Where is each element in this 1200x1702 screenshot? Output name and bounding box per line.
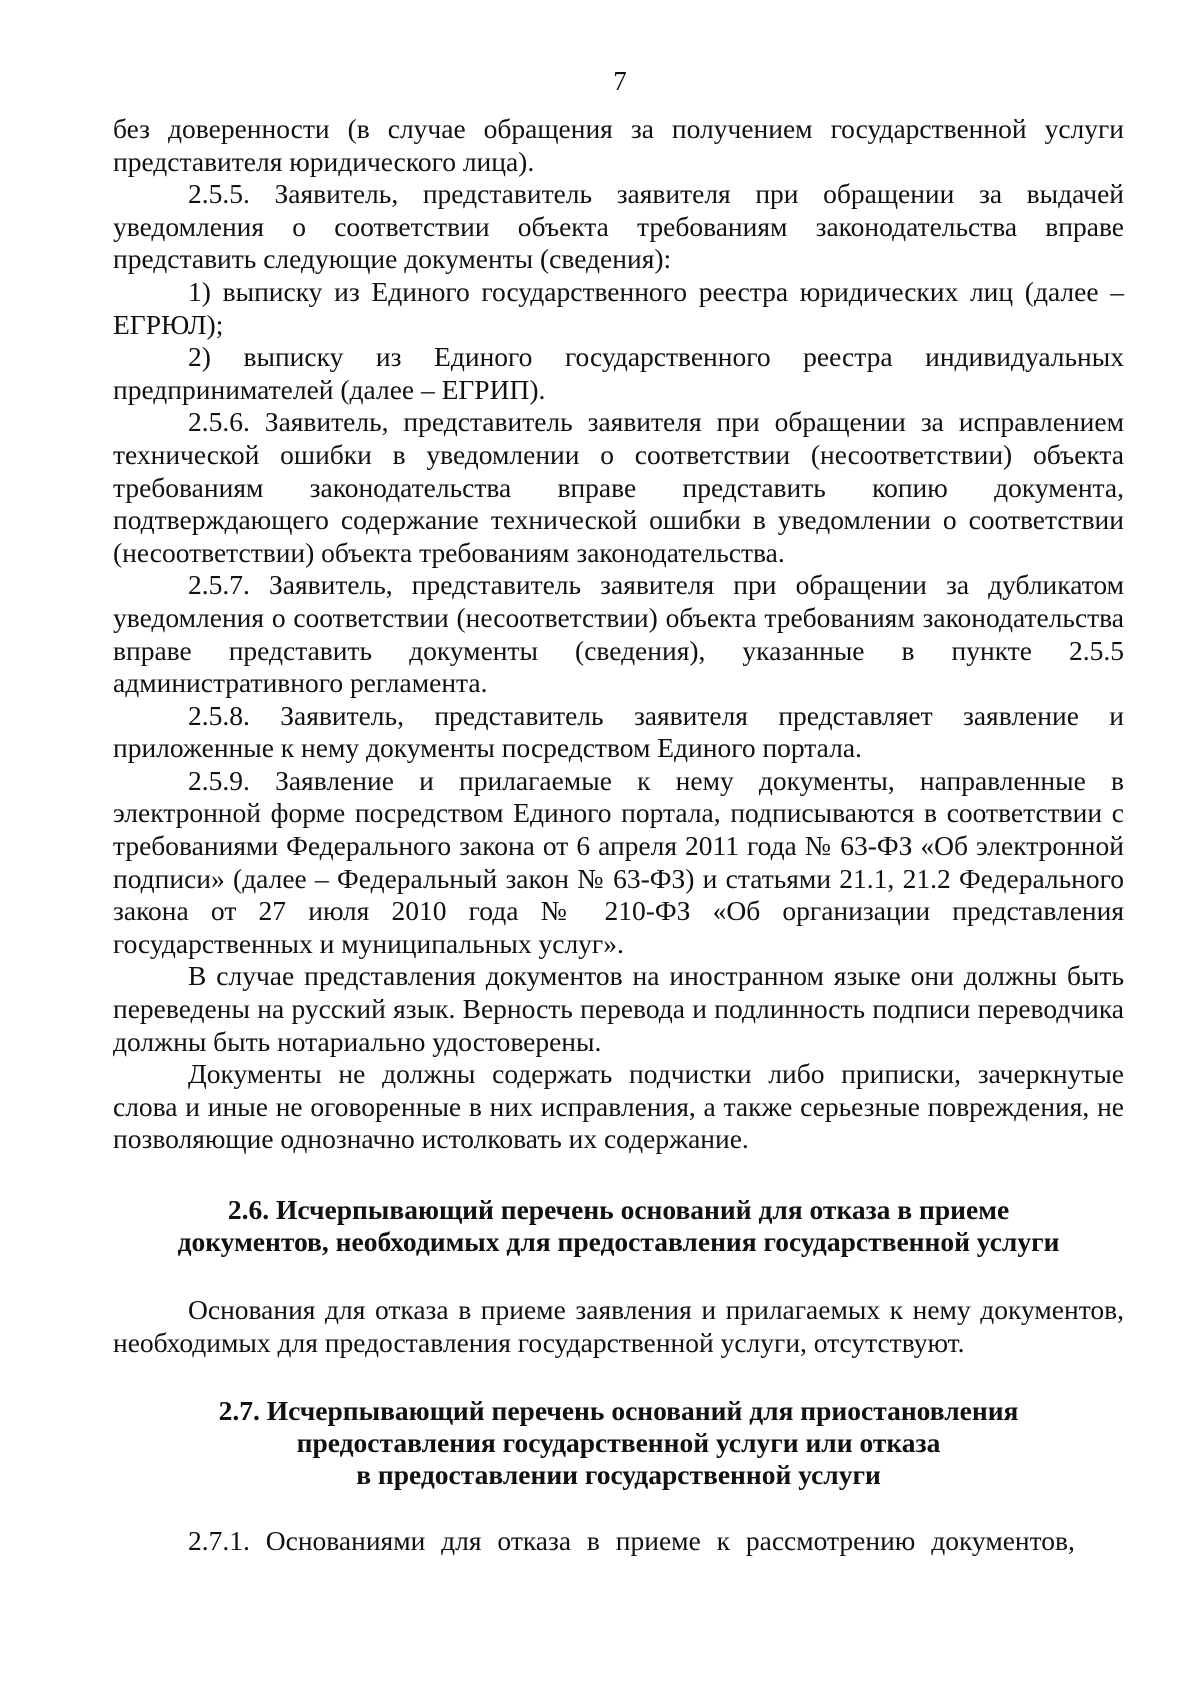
section-heading-2-7 xyxy=(113,1395,1124,1491)
paragraph-2-7-1: 2.7.1. Основаниями для отказа в приеме к рассмотрению документов, xyxy=(188,1525,1075,1557)
document-body xyxy=(113,113,1124,1558)
paragraph-foreign-language: В случае представления документов на иностранном языке они должны быть переведены на русский язык. Верность перевода и подлинность подписи переводчика должны быть нотариально удостоверены. xyxy=(113,960,1124,1057)
paragraph-2-5-5: 2.5.5. Заявитель, представитель заявителя при обращении за выдачей уведомления о соответствии объекта требованиям законодательства вправе представить следующие документы (сведения): xyxy=(113,178,1124,275)
list-item-egrip: 2) выписку из Единого государственного реестра индивидуальных предпринимателей (далее – ЕГРИП). xyxy=(113,341,1124,405)
section-heading-line: документов, необходимых для предоставления государственной услуги xyxy=(177,1226,1060,1257)
spacer xyxy=(113,1156,1124,1194)
section-heading-line: 2.6. Исчерпывающий перечень оснований для отказа в приеме xyxy=(227,1194,1010,1225)
spacer xyxy=(113,1258,1124,1294)
list-item-egrul: 1) выписку из Единого государственного реестра юридических лиц (далее – ЕГРЮЛ); xyxy=(113,275,1124,340)
section-heading-line: в предоставлении государственной услуги xyxy=(356,1459,881,1491)
paragraph-2-6-text: Основания для отказа в приеме заявления и прилагаемых к нему документов, необходимых для предоставления государственной услуги, отсутствуют. xyxy=(113,1294,1124,1358)
paragraph-2-5-6: 2.5.6. Заявитель, представитель заявителя при обращении за исправлением технической ошибки в уведомлении о соответствии (несоответствии) объекта требованиям законодательства вправе представить копию документа, подтверждающего содержание технической ошибки в уведомлении о соответствии (несоответствии) объекта требованиям законодательства. xyxy=(113,406,1124,568)
paragraph-2-5-9: 2.5.9. Заявление и прилагаемые к нему документы, направленные в электронной форме посредством Единого портала, подписываются в соответствии с требованиями Федерального закона от 6 апреля 2011 года № 63-ФЗ «Об электронной подписи» (далее – Федеральный закон № 63-ФЗ) и статьями 21.1, 21.2 Федерального закона от 27 июля 2010 года № 210-ФЗ «Об организации представления государственных и муниципальных услуг». xyxy=(113,764,1124,959)
page-number: 7 xyxy=(613,66,627,96)
paragraph-2-5-8: 2.5.8. Заявитель, представитель заявителя представляет заявление и приложенные к нему документы посредством Единого портала. xyxy=(113,699,1124,764)
spacer xyxy=(113,1491,1124,1525)
section-heading-line: предоставления государственной услуги или отказа xyxy=(296,1427,941,1459)
spacer xyxy=(113,1359,1124,1395)
paragraph-continuation: без доверенности (в случае обращения за получением государственной услуги представителя юридического лица). xyxy=(113,113,1124,177)
paragraph-document-requirements: Документы не должны содержать подчистки либо приписки, зачеркнутые слова и иные не оговоренные в них исправления, а также серьезные повреждения, не позволяющие однозначно истолковать их содержание. xyxy=(113,1058,1124,1155)
section-heading-line: 2.7. Исчерпывающий перечень оснований для приостановления xyxy=(218,1395,1019,1427)
paragraph-2-5-7: 2.5.7. Заявитель, представитель заявителя при обращении за дубликатом уведомления о соответствии (несоответствии) объекта требованиям законодательства вправе представить документы (сведения), указанные в пункте 2.5.5 административного регламента. xyxy=(113,569,1124,699)
section-heading-2-6 xyxy=(113,1194,1124,1258)
